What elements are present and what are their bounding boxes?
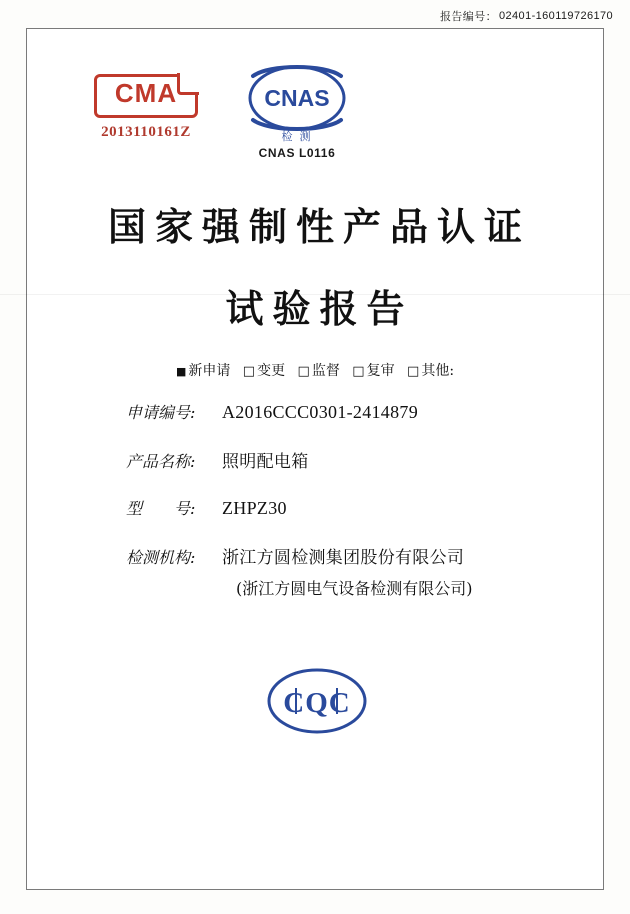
field-value-application-number: A2016CCC0301-2414879 [222,402,419,422]
cnas-code: CNAS L0116 [258,146,336,160]
field-value-testing-organization-alt: (浙江方圆电气设备检测有限公司) [236,579,473,598]
checkbox-option-new[interactable]: ■ 新申请 [176,363,230,379]
svg-text:CNAS: CNAS [264,85,330,111]
cma-mark-block [86,74,206,141]
field-value-testing-organization: 浙江方圆检测集团股份有限公司 [222,548,465,568]
report-number [440,6,630,26]
page-subtitle: 试验报告 [225,286,414,331]
field-label-product-name: 产品名称: [126,452,196,471]
field-testing-organization [126,543,546,568]
report-number-value: 02401-160119726170 [499,10,614,22]
cqc-seal-icon [265,666,369,736]
checkbox-option-review[interactable]: □ 复审 [352,363,394,379]
field-product-name [126,447,546,472]
checkbox-option-other[interactable]: □ 其他: [407,363,454,379]
cnas-mark-block [222,62,372,160]
application-type-options [26,360,604,380]
field-list [126,400,546,621]
field-application-number [126,400,546,423]
field-value-product-name: 照明配电箱 [222,452,309,472]
checkbox-option-supervision[interactable]: □ 监督 [298,363,340,379]
cma-text: CMA [114,78,178,108]
cnas-icon [239,62,355,136]
page-title: 国家强制性产品认证 [107,204,531,249]
checkbox-option-change[interactable]: □ 变更 [243,363,285,379]
field-label-testing-organization: 检测机构: [126,548,196,567]
accreditation-marks [26,62,604,172]
cma-code: 2013110161Z [101,124,191,140]
cnas-sub-cn: 检 测 [281,131,313,143]
field-model [126,496,546,519]
field-value-model: ZHPZ30 [222,498,287,518]
field-label-application-number: 申请编号: [126,403,196,422]
cma-icon [94,74,198,118]
report-number-label: 报告编号： [440,11,497,23]
svg-text:CQC: CQC [283,687,351,719]
field-label-model: 型 号: [126,499,196,518]
